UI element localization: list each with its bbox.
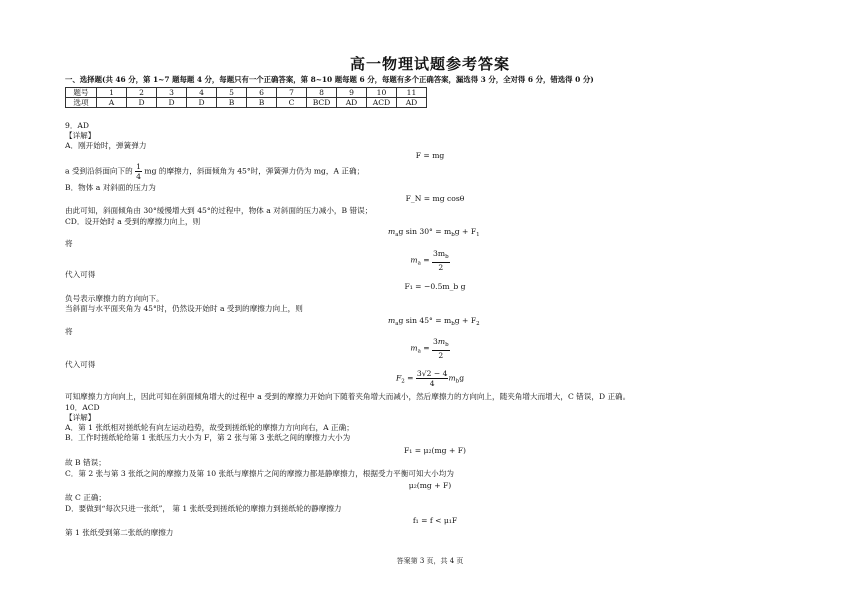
fraction: $\frac{1}{4}$ <box>136 162 141 181</box>
q9-eq1: $m_ag$ $\sin 30^\circ = m_bg + F_1$ <box>388 227 480 238</box>
q9-b-line: B．物体 a 对斜面的压力为 <box>65 183 156 192</box>
table-cell: D <box>187 98 217 108</box>
table-cell: 1 <box>97 88 127 98</box>
q9-substitute1: 代入可得 <box>65 270 96 279</box>
table-cell: D <box>157 98 187 108</box>
q9-jiang1: 将 <box>65 239 73 248</box>
q10-b-conclusion: 故 B 错误； <box>65 458 106 467</box>
table-cell: A <box>97 98 127 108</box>
q9-eq-f: F = mg <box>415 151 445 160</box>
q9-eq-ma2: $m_a$ = $\frac{3m_b}{2}$ <box>410 337 449 360</box>
table-cell: BCD <box>307 98 337 108</box>
table-cell: 4 <box>187 88 217 98</box>
q9-cd-line: CD．设开始时 a 受到的摩擦力向上，则 <box>65 217 201 226</box>
q9-substitute2: 代入可得 <box>65 360 96 369</box>
q9-eq-f2: $F_2$ = $\frac{3√2 - 4}{4}$ $m_bg$ <box>395 369 465 388</box>
q10-d-line: D．要做到“每次只进一张纸”， 第 1 张纸受到搓纸轮的摩擦力到搓纸轮的静摩擦力 <box>65 504 342 513</box>
q10-a-line: A．第 1 张纸相对搓纸轮有向左运动趋势，故受到搓纸轮的摩擦力方向向右，A 正确； <box>65 423 354 432</box>
q10-last-line: 第 1 张纸受到第二张纸的摩擦力 <box>65 528 174 537</box>
q10-b-line: B．工作时搓纸轮给第 1 张纸压力大小为 F，第 2 张与第 3 张纸之间的摩擦力大小为 <box>65 433 351 442</box>
q9-jiang2: 将 <box>65 327 73 336</box>
table-cell: AD <box>397 98 427 108</box>
table-cell: 3 <box>157 88 187 98</box>
q10-c-conclusion: 故 C 正确； <box>65 493 107 502</box>
q10-heading: 10．ACD <box>65 403 100 412</box>
q10-eq-d: f₁ = f < μ₁F <box>412 516 458 525</box>
q9-a-line: A．刚开始时，弹簧弹力 <box>65 141 147 150</box>
table-cell: 8 <box>307 88 337 98</box>
q9-line2-pre: a 受到沿斜面向下的 <box>65 166 133 176</box>
q9-decrease-line: 由此可知，斜面倾角由 30°缓慢增大到 45°的过程中，物体 a 对斜面的压力减小，B 错误； <box>65 206 373 215</box>
table-cell: B <box>247 98 277 108</box>
table-cell: 11 <box>397 88 427 98</box>
table-cell: 7 <box>277 88 307 98</box>
table-cell: 10 <box>367 88 397 98</box>
q9-eq-ma1: $m_a$ = $\frac{3m_b}{2}$ <box>410 249 449 272</box>
q9-line2 <box>65 162 364 181</box>
q9-eq2: $m_ag$ $\sin 45^\circ = m_bg + F_2$ <box>388 316 480 327</box>
row-label-number: 题号 <box>66 88 97 98</box>
table-cell: 6 <box>247 88 277 98</box>
q9-heading: 9．AD <box>65 121 89 130</box>
table-cell: D <box>127 98 157 108</box>
table-cell: 5 <box>217 88 247 98</box>
q9-neg-note: 负号表示摩擦力的方向向下。 <box>65 294 164 303</box>
table-cell: C <box>277 98 307 108</box>
table-cell: AD <box>337 98 367 108</box>
section-header: 一、选择题(共 46 分，第 1~7 题每题 4 分，每题只有一个正确答案，第 8~10 题每题 6 分，每题有多个正确答案，漏选得 3 分，全对得 6 分，错选得 0 分) <box>65 75 594 84</box>
table-cell: ACD <box>367 98 397 108</box>
answer-table <box>65 87 427 108</box>
q10-c-line: C．第 2 张与第 3 张纸之间的摩擦力及第 10 张纸与摩擦片之间的摩擦力都是静摩擦力，根据受力平衡可知大小均为 <box>65 469 454 478</box>
q10-detail-label: 【详解】 <box>65 413 96 422</box>
q9-eq-f1: F₁ = −0.5m_b g <box>404 282 466 291</box>
q9-eq-fn: F_N = mg cosθ <box>405 194 465 203</box>
q9-detail-label: 【详解】 <box>65 131 96 140</box>
row-label-answer: 选项 <box>66 98 97 108</box>
q9-angle45-line: 当斜面与水平面夹角为 45°时，仍然设开始时 a 受到的摩擦力向上，则 <box>65 304 303 313</box>
table-cell: B <box>217 98 247 108</box>
page-title: 高一物理试题参考答案 <box>349 55 510 73</box>
q9-line2-post: mg 的摩擦力，斜面倾角为 45°时，弹簧弹力仍为 mg，A 正确； <box>144 166 365 176</box>
table-row-answers <box>66 98 427 108</box>
q9-conclusion: 可知摩擦力方向向上，因此可知在斜面倾角增大的过程中 a 受到的摩擦力开始向下随着夹角增大而减小，然后摩擦力的方向向上，随夹角增大而增大，C 错误，D 正确。 <box>65 392 631 401</box>
table-cell: 2 <box>127 88 157 98</box>
page-footer: 答案第 3 页，共 4 页 <box>396 557 464 565</box>
table-cell: 9 <box>337 88 367 98</box>
q10-eq-c: μ₂(mg + F) <box>408 481 452 490</box>
table-row-numbers <box>66 88 427 98</box>
q10-eq-b: F₁ = μ₂(mg + F) <box>404 446 466 455</box>
